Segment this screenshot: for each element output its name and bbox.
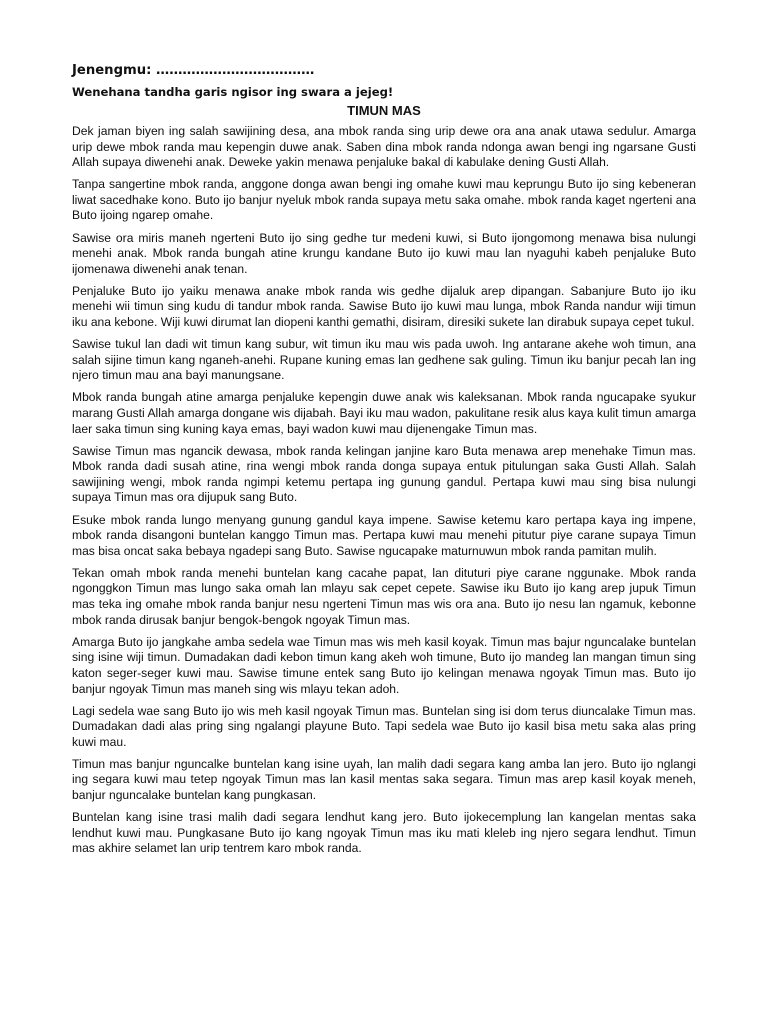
- story-paragraph-4: Penjaluke Buto ijo yaiku menawa anake mbok randa wis gedhe dijaluk arep dipangan. Sabanjure Buto ijo iku menehi wii timun sing kudu di tandur mbok randa. Sawise Buto ijo kuwi mau lunga, mbok Randa nandur wiji timun iku ana kebone. Wiji kuwi dirumat lan diopeni kanthi gemathi, disiram, diresiki sukete lan dirabuk supaya cepet tukul.: [72, 283, 696, 330]
- story-paragraph-7: Sawise Timun mas ngancik dewasa, mbok randa kelingan janjine karo Buta menawa arep menehake Timun mas. Mbok randa dadi susah atine, rina wengi mbok randa donga supaya entuk pitulungan saka Gusti Allah. Salah sawijining wengi, mbok randa ngimpi ketemu pertapa ing gunung gandul. Pertapa kuwi mau sing bisa nulungi supaya Timun mas ora dijupuk sang Buto.: [72, 443, 696, 505]
- instruction-text: Wenehana tandha garis ngisor ing swara a jejeg!: [72, 85, 394, 99]
- name-field-label: Jenengmu: ………………………………: [72, 63, 315, 78]
- story-paragraph-8: Esuke mbok randa lungo menyang gunung gandul kaya impene. Sawise ketemu karo pertapa kaya ing impene, mbok randa disangoni buntelan kanggo Timun mas. Pertapa kuwi mau menehi pitutur piye carane supaya Timun mas bisa oncat saka bebaya ngadepi sang Buto. Sawise ngucapake maturnuwun mbok randa pamitan mulih.: [72, 512, 696, 558]
- story-paragraph-6: Mbok randa bungah atine amarga penjaluke kepengin duwe anak wis kaleksanan. Mbok randa ngucapake syukur marang Gusti Allah amarga dongane wis dijabah. Bayi iku mau wadon, pakulitane resik alus kaya kulit timun amarga laer saka timun sing kuning kaya emas, bayi wadon kuwi mau dijenengake Timun mas.: [72, 390, 696, 436]
- story-paragraph-5: Sawise tukul lan dadi wit timun kang subur, wit timun iku mau wis pada uwoh. Ing antarane akehe woh timun, ana salah sijine timun kang nganeh-anehi. Rupane kuning emas lan gedhene sak guling. Timun iku banjur pecah lan ing njero timun mau ana bayi manungsane.: [72, 337, 696, 383]
- story-title: TIMUN MAS: [347, 103, 421, 118]
- story-paragraph-13: Buntelan kang isine trasi malih dadi segara lendhut kang jero. Buto ijokecemplung lan kangelan mentas saka lendhut kuwi mau. Pungkasane Buto ijo kang ngoyak Timun mas iku mati kleleb ing njero segara lendhut. Timun mas akhire selamet lan urip tentrem karo mbok randa.: [72, 810, 696, 856]
- story-body: [72, 124, 696, 857]
- story-paragraph-11: Lagi sedela wae sang Buto ijo wis meh kasil ngoyak Timun mas. Buntelan sing isi dom terus diuncalake Timun mas. Dumadakan dadi alas pring sing ngalangi playune Buto. Tapi sedela wae Buto ijo kasil bisa metu saka alas pring kuwi mau.: [72, 703, 696, 749]
- story-paragraph-10: Amarga Buto ijo jangkahe amba sedela wae Timun mas wis meh kasil koyak. Timun mas bajur nguncalake buntelan sing isine wiji timun. Dumadakan dadi kebon timun kang akeh woh timune, Buto ijo mandeg lan mangan timun sing katon seger-seger kuwi mau. Sawise timune entek sang Buto ijo kelingan menawa ngoyak Timun mas. Buto ijo banjur ngoyak Timun mas maneh sing wis mlayu tekan adoh.: [72, 634, 696, 696]
- story-paragraph-12: Timun mas banjur nguncalke buntelan kang isine uyah, lan malih dadi segara kang amba lan jero. Buto ijo nglangi ing segara kuwi mau tetep ngoyak Timun mas lan kasil mentas saka segara. Timun mas arep kasil koyak meneh, banjur nguncalake buntelan kang pungkasan.: [72, 756, 696, 803]
- story-paragraph-9: Tekan omah mbok randa menehi buntelan kang cacahe papat, lan dituturi piye carane nggunake. Mbok randa ngonggkon Timun mas lungo saka omah lan mlayu sak cepet cepete. Sawise iku Buto ijo kang arep jupuk Timun mas teka ing omahe mbok randa banjur nesu ngerteni Timun mas wis ora ana. Buto ijo nesu lan ngamuk, kebonne mbok randa dirusak banjur bengok-bengok ngoyak Timun mas.: [72, 565, 696, 627]
- story-paragraph-3: Sawise ora miris maneh ngerteni Buto ijo sing gedhe tur medeni kuwi, si Buto ijongomong menawa bisa nulungi menehi anak. Mbok randa bungah atine krungu kandane Buto ijo kuwi mau lan nyaguhi kabeh penjaluke Buto ijomenawa diwenehi anak tenan.: [72, 230, 696, 276]
- story-paragraph-2: Tanpa sangertine mbok randa, anggone donga awan bengi ing omahe kuwi mau keprungu Buto ijo sing kebeneran liwat sacedhake kono. Buto ijo banjur nyeluk mbok randa supaya metu saka omahe. mbok randa kaget ngerteni ana Buto ijoing ngarep omahe.: [72, 177, 696, 223]
- story-paragraph-1: Dek jaman biyen ing salah sawijining desa, ana mbok randa sing urip dewe ora ana anak utawa sedulur. Amarga urip dewe mbok randa mau kepengin duwe anak. Saben dina mbok randa ndonga awan bengi ing ngarsane Gusti Allah supaya diwenehi anak. Deweke yakin menawa penjaluke bakal di kabulake dening Gusti Allah.: [72, 124, 696, 170]
- worksheet: [72, 62, 696, 863]
